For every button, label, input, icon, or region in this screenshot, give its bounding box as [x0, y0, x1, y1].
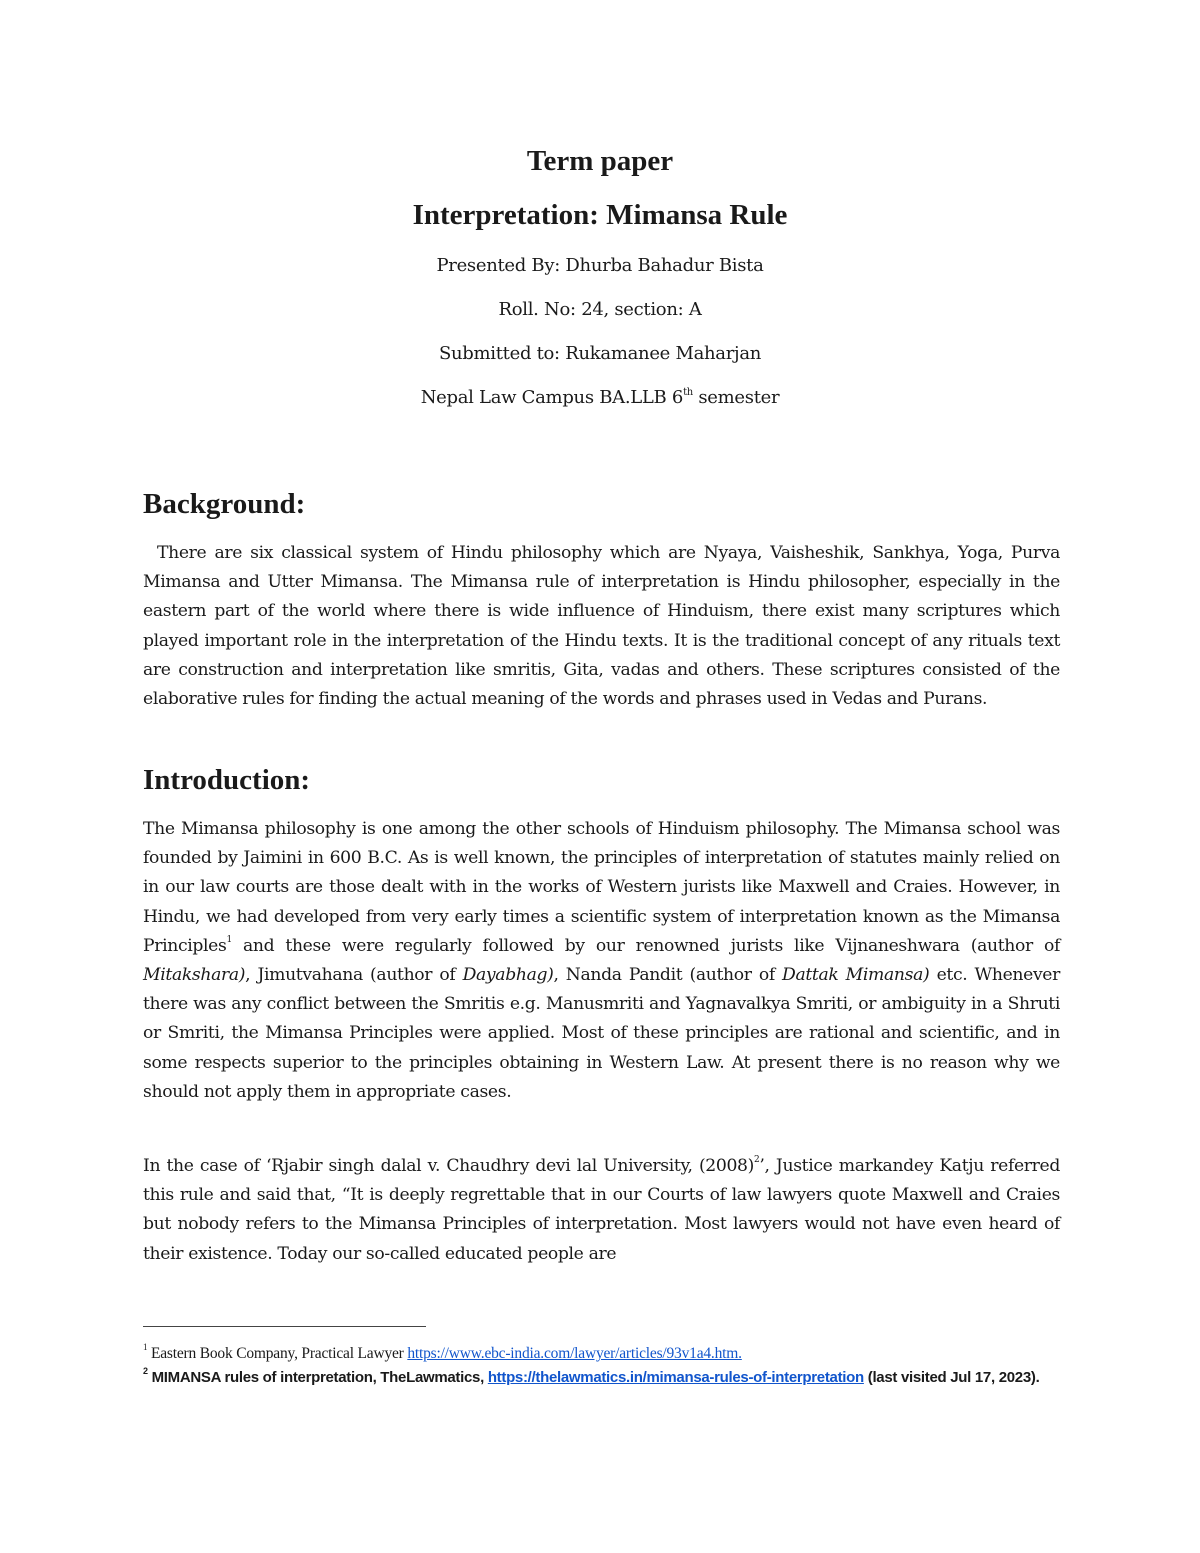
intro-text: and these were regularly followed by our renowned jurists like Vijnaneshwara (author of	[231, 935, 1060, 956]
footnote-separator	[143, 1326, 426, 1327]
footnote-2	[143, 1367, 1060, 1389]
footnote-ref-1[interactable]: 1	[226, 935, 232, 946]
campus-line	[0, 376, 1200, 420]
campus-text-after: semester	[692, 387, 780, 408]
italic-title-mitakshara: Mitakshara)	[143, 965, 246, 986]
footnote-1-number: 1	[143, 1341, 148, 1352]
introduction-heading: Introduction:	[143, 764, 311, 796]
footnote-2-text: MIMANSA rules of interpretation, TheLawmatics,	[147, 1369, 488, 1386]
intro-text: In the case of ‘Rjabir singh dalal v. Chaudhry devi lal University, (2008)	[143, 1156, 754, 1176]
intro-text: , Nanda Pandit (author of	[553, 965, 783, 986]
italic-title-dattak-mimansa: Dattak Mimansa)	[782, 965, 930, 986]
paper-subtitle: Interpretation: Mimansa Rule	[412, 199, 788, 231]
intro-text: The Mimansa philosophy is one among the other schools of Hinduism philosophy. The Mimansa school was founded by Jaimini in 600 B.C. As is well known, the principles of interpretation of statutes mainly relied on in our law courts are those dealt with in the works of Western jurists like Maxwell and Craies. However, in Hindu, we had developed from very early times a scientific system of interpretation known as the Mimansa Principles	[143, 819, 1060, 956]
italic-title-dayabhag: Dayabhag)	[462, 965, 554, 986]
paper-title: Term paper	[526, 145, 674, 177]
footnote-2-number: 2	[143, 1366, 148, 1376]
footnote-2-after: (last visited Jul 17, 2023).	[863, 1369, 1040, 1386]
background-paragraph: There are six classical system of Hindu philosophy which are Nyaya, Vaisheshik, Sankhya, Yoga, Purva Mimansa and Utter Mimansa. The Mimansa rule of interpretation is Hindu philosopher, especially in the eastern part of the world where there is wide influence of Hinduism, there exist many scriptures which played important role in the interpretation of the Hindu texts. It is the traditional concept of any rituals text are construction and interpretation like smritis, Gita, vadas and others. These scriptures consisted of the elaborative rules for finding the actual meaning of the words and phrases used in Vedas and Purans.	[143, 543, 1060, 710]
intro-text: ’, Justice markandey Katju referred this rule and said that, “It is deeply regrettable that in our Courts of law lawyers quote Maxwell and Craies but nobody refers to the Mimansa Principles of interpretation. Most lawyers would not have even heard of their existence. Today our so-called educated people are	[143, 1156, 1060, 1264]
campus-text: Nepal Law Campus BA.LLB 6	[420, 387, 684, 408]
introduction-paragraph-1	[143, 815, 1060, 1107]
intro-text: etc. Whenever there was any conflict between the Smritis e.g. Manusmriti and Yagnavalkya Smriti, or ambiguity in a Shruti or Smriti, the Mimansa Principles were applied. Most of these principles are rational and scientific, and in some respects superior to the principles obtaining in Western Law. At present there is no reason why we should not apply them in appropriate cases.	[143, 965, 1060, 1102]
footnote-1-text: Eastern Book Company, Practical Lawyer	[147, 1345, 408, 1362]
intro-text: , Jimutvahana (author of	[245, 965, 463, 986]
footnote-ref-2[interactable]: 2	[754, 1155, 760, 1166]
title-block	[0, 140, 1200, 420]
campus-sup: th	[683, 387, 693, 398]
footnote-1-link[interactable]: https://www.ebc-india.com/lawyer/articles/93v1a4.htm.	[407, 1345, 742, 1362]
background-heading: Background:	[143, 488, 306, 520]
footnote-1	[143, 1343, 1060, 1365]
roll-number: Roll. No: 24, section: A	[498, 299, 702, 320]
presented-by: Presented By: Dhurba Bahadur Bista	[436, 255, 764, 276]
footnote-2-link[interactable]: https://thelawmatics.in/mimansa-rules-of-interpretation	[487, 1369, 864, 1386]
submitted-to: Submitted to: Rukamanee Maharjan	[438, 343, 762, 364]
introduction-paragraph-2	[143, 1152, 1060, 1269]
